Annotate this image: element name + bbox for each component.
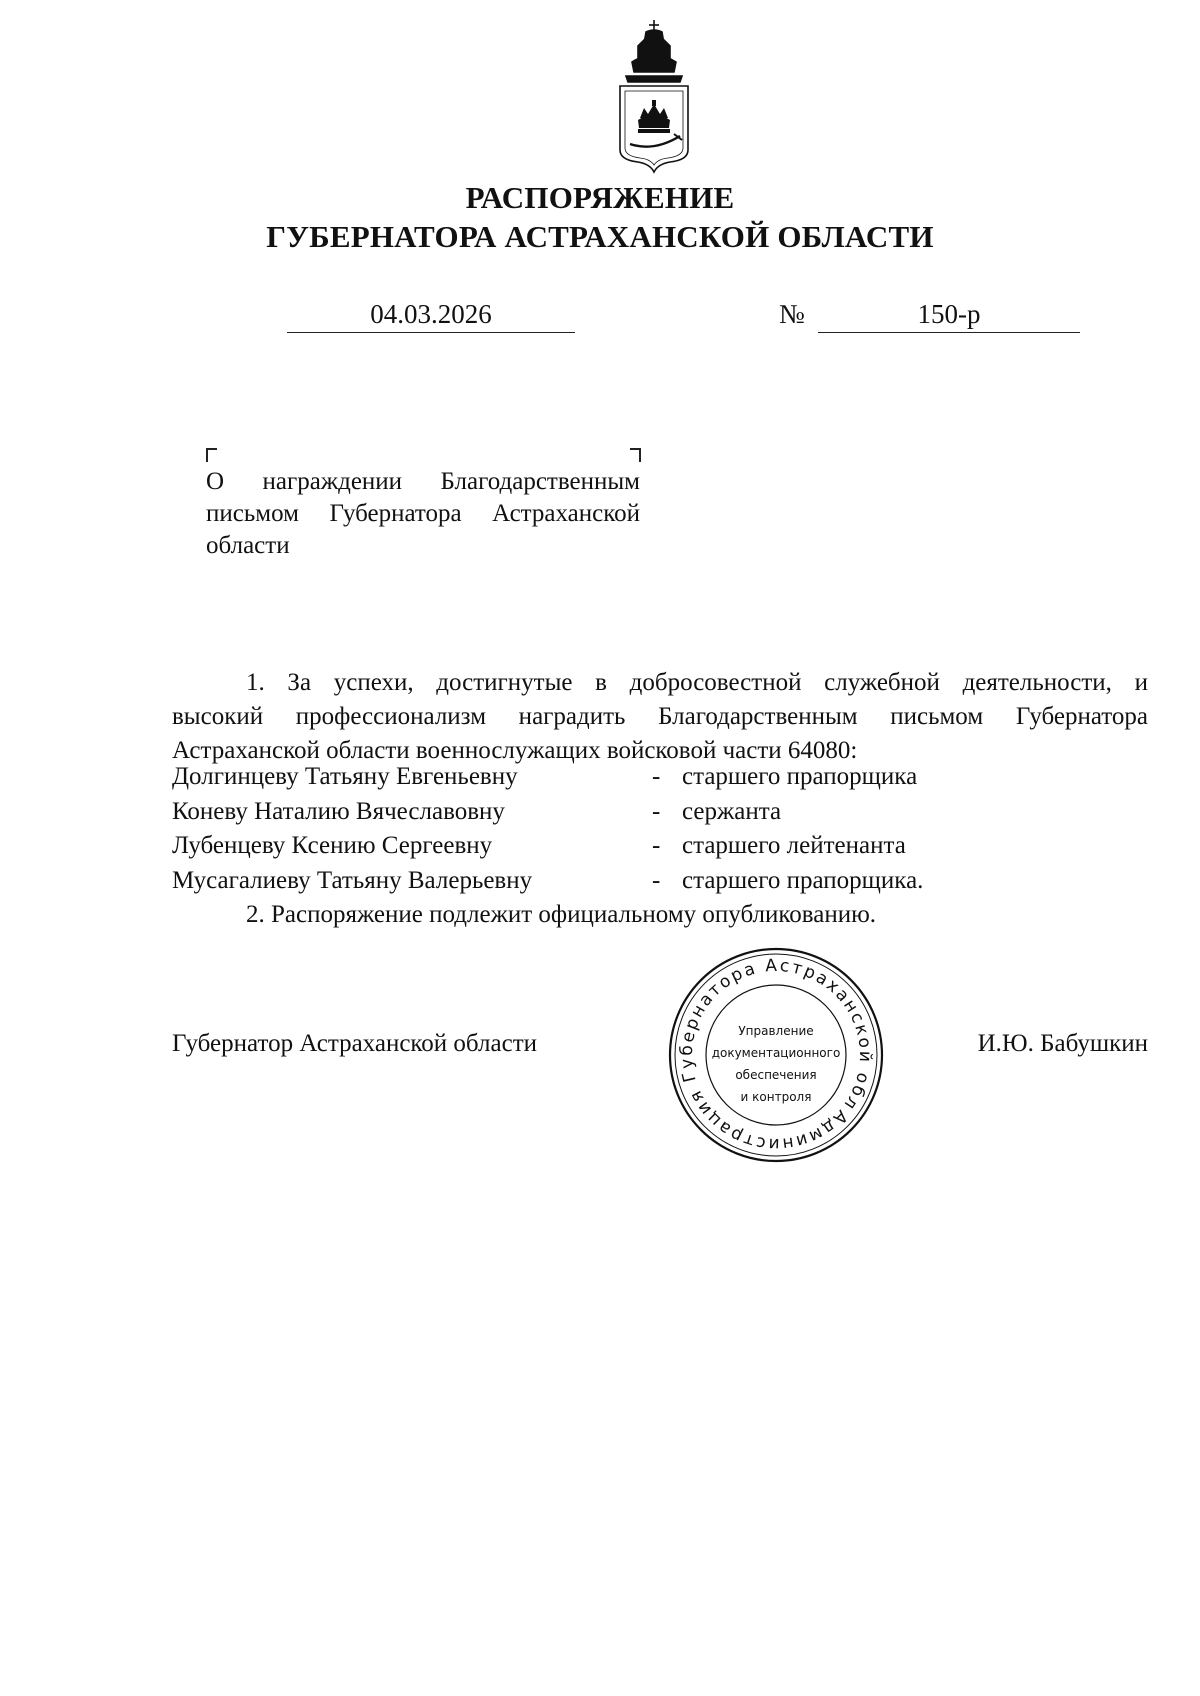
recipient-name: Лубенцеву Ксению Сергеевну: [172, 832, 493, 859]
document-number: 150-р: [818, 298, 1080, 333]
seal-ring-text: Администрация Губернатора Астраханской области: [676, 955, 876, 1155]
recipient-rank: старшего прапорщика: [682, 763, 918, 790]
paragraph-1-line: Астраханской области военнослужащих войсковой части 64080:: [172, 737, 858, 764]
recipient-name: Мусагалиеву Татьяну Валерьевну: [172, 867, 533, 894]
recipient-name: Долгинцеву Татьяну Евгеньевну: [172, 763, 518, 790]
recipient-dash: -: [652, 832, 661, 859]
signatory-name: И.Ю. Бабушкин: [977, 1030, 1148, 1057]
recipient-rank: старшего лейтенанта: [682, 832, 906, 859]
seal-center-line: и контроля: [740, 1090, 812, 1104]
recipient-rank: старшего прапорщика.: [682, 867, 924, 894]
issuer-title: ГУБЕРНАТОРА АСТРАХАНСКОЙ ОБЛАСТИ: [266, 219, 934, 254]
paragraph-1-line: высокий профессионализм наградить Благодарственным письмом Губернатора: [172, 703, 1148, 730]
recipient-name: Коневу Наталию Вячеславовну: [172, 798, 505, 825]
recipient-dash: -: [652, 867, 661, 894]
signatory-position: Губернатор Астраханской области: [172, 1030, 538, 1057]
subject-corner-mark-right: [630, 448, 641, 462]
subject-line: письмом Губернатора Астраханской: [206, 500, 640, 527]
recipient-row: [172, 795, 1172, 829]
recipient-row: [172, 829, 1172, 863]
recipient-dash: -: [652, 798, 661, 825]
recipient-row: [172, 760, 1172, 794]
seal-center-line: документационного: [711, 1046, 841, 1060]
seal-center-line: обеспечения: [735, 1068, 817, 1082]
recipient-row: [172, 864, 1172, 898]
document-type-title: РАСПОРЯЖЕНИЕ: [465, 180, 735, 215]
seal-center-line: Управление: [738, 1024, 814, 1038]
document-date: 04.03.2026: [287, 298, 575, 333]
subject-line: области: [206, 532, 290, 559]
coat-of-arms-emblem: [612, 18, 696, 174]
paragraph-1-line: 1. За успехи, достигнутые в добросовестной служебной деятельности, и: [246, 669, 1148, 696]
recipient-rank: сержанта: [682, 798, 782, 825]
official-seal: [666, 945, 886, 1165]
subject-line: О награждении Благодарственным: [206, 468, 640, 495]
subject-block: [206, 466, 640, 562]
paragraph-2: 2. Распоряжение подлежит официальному опубликованию.: [246, 901, 877, 928]
recipient-dash: -: [652, 763, 661, 790]
number-label: №: [779, 299, 805, 329]
subject-corner-mark-left: [206, 448, 217, 462]
